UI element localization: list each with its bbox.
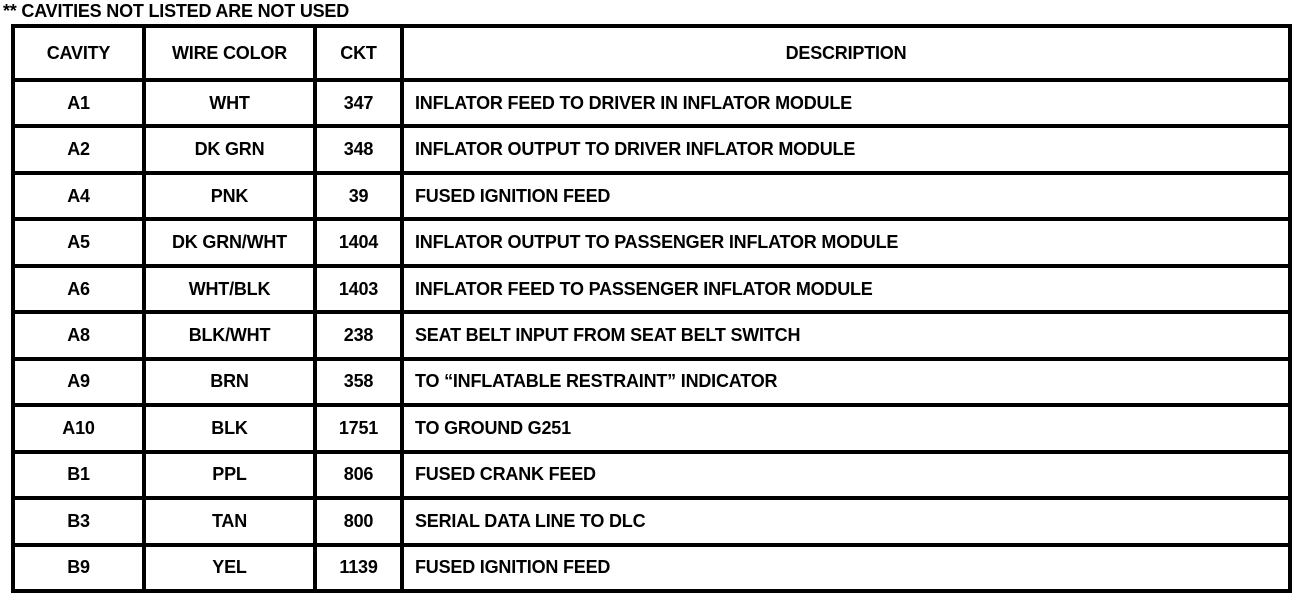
table-row [13, 545, 1290, 591]
cavity-cell: B3 [13, 498, 144, 544]
ckt-cell: 1404 [315, 219, 402, 265]
description-cell: INFLATOR OUTPUT TO DRIVER INFLATOR MODULE [402, 126, 1290, 172]
cavity-cell: A9 [13, 359, 144, 405]
wire-color-cell: BLK/WHT [144, 312, 315, 358]
wire-color-cell: WHT [144, 80, 315, 126]
table-row [13, 452, 1290, 498]
ckt-cell: 1139 [315, 545, 402, 591]
wire-color-cell: PPL [144, 452, 315, 498]
table-row [13, 359, 1290, 405]
ckt-cell: 238 [315, 312, 402, 358]
cavity-cell: A5 [13, 219, 144, 265]
wire-color-cell: WHT/BLK [144, 266, 315, 312]
description-column-header: DESCRIPTION [402, 26, 1290, 80]
wire-color-cell: BRN [144, 359, 315, 405]
cavity-cell: A8 [13, 312, 144, 358]
cavities-note: ** CAVITIES NOT LISTED ARE NOT USED [3, 1, 350, 21]
wire-color-cell: BLK [144, 405, 315, 451]
cavity-cell: A1 [13, 80, 144, 126]
description-cell: INFLATOR FEED TO DRIVER IN INFLATOR MODULE [402, 80, 1290, 126]
ckt-column-header: CKT [315, 26, 402, 80]
description-cell: TO GROUND G251 [402, 405, 1290, 451]
description-cell: INFLATOR FEED TO PASSENGER INFLATOR MODULE [402, 266, 1290, 312]
cavity-cell: A4 [13, 173, 144, 219]
header-row [13, 26, 1290, 80]
table-row [13, 498, 1290, 544]
ckt-cell: 358 [315, 359, 402, 405]
ckt-cell: 39 [315, 173, 402, 219]
description-cell: INFLATOR OUTPUT TO PASSENGER INFLATOR MODULE [402, 219, 1290, 265]
connector-pinout-table [11, 24, 1292, 593]
description-cell: SERIAL DATA LINE TO DLC [402, 498, 1290, 544]
ckt-cell: 347 [315, 80, 402, 126]
ckt-cell: 806 [315, 452, 402, 498]
table-row [13, 126, 1290, 172]
table-row [13, 219, 1290, 265]
description-cell: TO “INFLATABLE RESTRAINT” INDICATOR [402, 359, 1290, 405]
wire-color-column-header: WIRE COLOR [144, 26, 315, 80]
ckt-cell: 1403 [315, 266, 402, 312]
cavity-cell: A2 [13, 126, 144, 172]
wire-color-cell: DK GRN/WHT [144, 219, 315, 265]
table-row [13, 173, 1290, 219]
description-cell: FUSED IGNITION FEED [402, 545, 1290, 591]
table-row [13, 312, 1290, 358]
description-cell: FUSED IGNITION FEED [402, 173, 1290, 219]
wire-color-cell: YEL [144, 545, 315, 591]
ckt-cell: 348 [315, 126, 402, 172]
cavity-cell: B9 [13, 545, 144, 591]
wire-color-cell: DK GRN [144, 126, 315, 172]
description-cell: SEAT BELT INPUT FROM SEAT BELT SWITCH [402, 312, 1290, 358]
ckt-cell: 800 [315, 498, 402, 544]
cavity-cell: B1 [13, 452, 144, 498]
table-row [13, 266, 1290, 312]
cavity-column-header: CAVITY [13, 26, 144, 80]
wire-color-cell: TAN [144, 498, 315, 544]
wire-color-cell: PNK [144, 173, 315, 219]
table-row [13, 80, 1290, 126]
cavity-cell: A10 [13, 405, 144, 451]
description-cell: FUSED CRANK FEED [402, 452, 1290, 498]
ckt-cell: 1751 [315, 405, 402, 451]
table-row [13, 405, 1290, 451]
cavity-cell: A6 [13, 266, 144, 312]
